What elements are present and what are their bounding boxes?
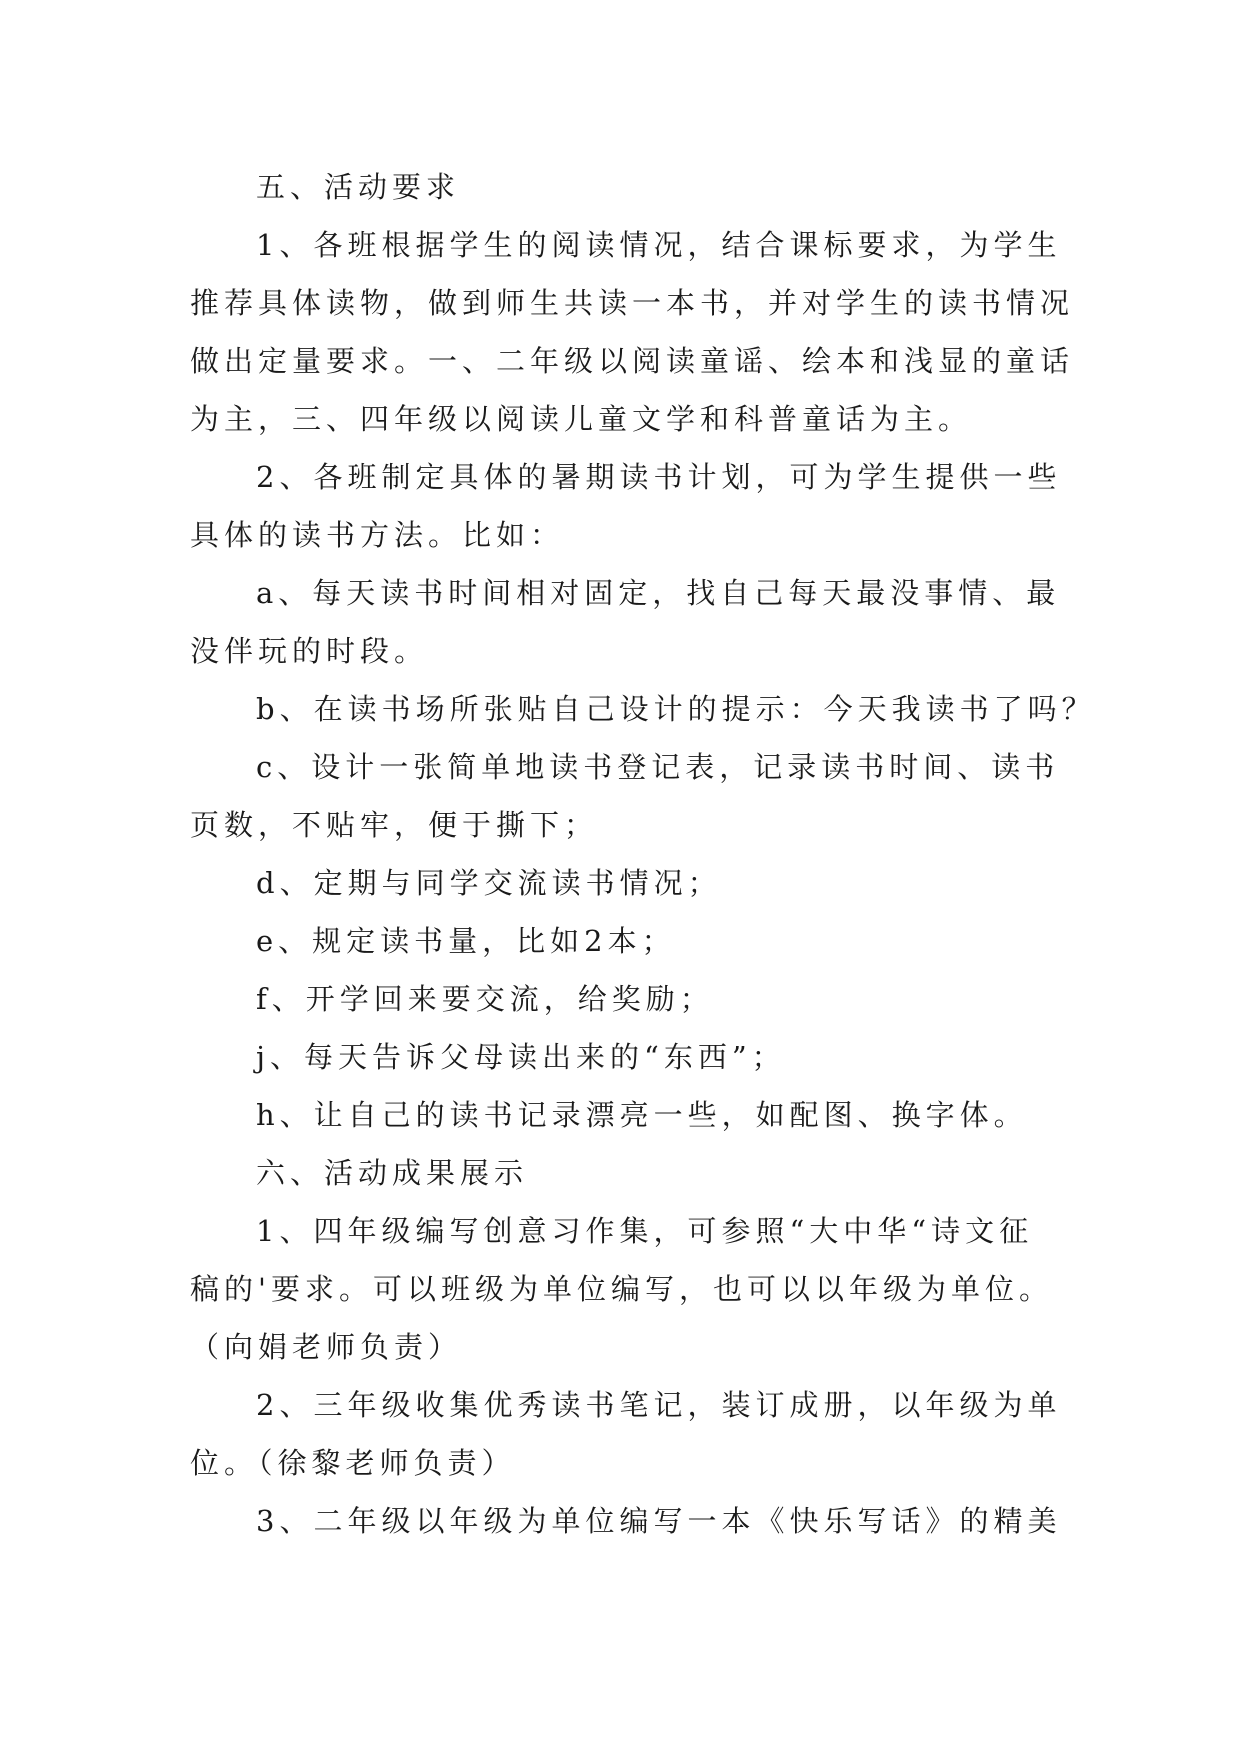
section-heading-5: 五、活动要求	[256, 170, 461, 204]
text-line: 3、二年级以年级为单位编写一本《快乐写话》的精美	[256, 1504, 1062, 1538]
text-line: 稿的'要求。可以班级为单位编写，也可以以年级为单位。	[190, 1272, 1053, 1306]
text-line: 没伴玩的时段。	[190, 634, 429, 668]
text-line: （向娟老师负责）	[190, 1330, 463, 1364]
text-line: 做出定量要求。一、二年级以阅读童谣、绘本和浅显的童话	[190, 344, 1075, 378]
section-heading-6: 六、活动成果展示	[256, 1156, 529, 1190]
text-line: 1、各班根据学生的阅读情况，结合课标要求，为学生	[256, 228, 1062, 262]
text-line: 为主，三、四年级以阅读儿童文学和科普童话为主。	[190, 402, 973, 436]
text-line: 推荐具体读物，做到师生共读一本书，并对学生的读书情况	[190, 286, 1075, 320]
text-line: 位。（徐黎老师负责）	[190, 1446, 516, 1480]
text-line: 2、各班制定具体的暑期读书计划，可为学生提供一些	[256, 460, 1062, 494]
text-line: 具体的读书方法。比如：	[190, 518, 565, 552]
list-item-d: d、定期与同学交流读书情况；	[256, 866, 722, 900]
list-item-a: a、每天读书时间相对固定，找自己每天最没事情、最	[256, 576, 1061, 610]
text-line: 页数，不贴牢，便于撕下；	[190, 808, 599, 842]
text-line: 2、三年级收集优秀读书笔记，装订成册，以年级为单	[256, 1388, 1062, 1422]
list-item-f: f、开学回来要交流，给奖励；	[256, 982, 714, 1016]
list-item-c: c、设计一张简单地读书登记表，记录读书时间、读书	[256, 750, 1060, 784]
list-item-e: e、规定读书量，比如2本；	[256, 924, 676, 958]
text-line: 1、四年级编写创意习作集，可参照“大中华“诗文征	[256, 1214, 1034, 1248]
list-item-j: j、每天告诉父母读出来的“东西”；	[256, 1040, 786, 1074]
list-item-h: h、让自己的读书记录漂亮一些，如配图、换字体。	[256, 1098, 1028, 1132]
document-body	[190, 158, 1096, 1550]
list-item-b: b、在读书场所张贴自己设计的提示：今天我读书了吗？	[256, 692, 1096, 726]
